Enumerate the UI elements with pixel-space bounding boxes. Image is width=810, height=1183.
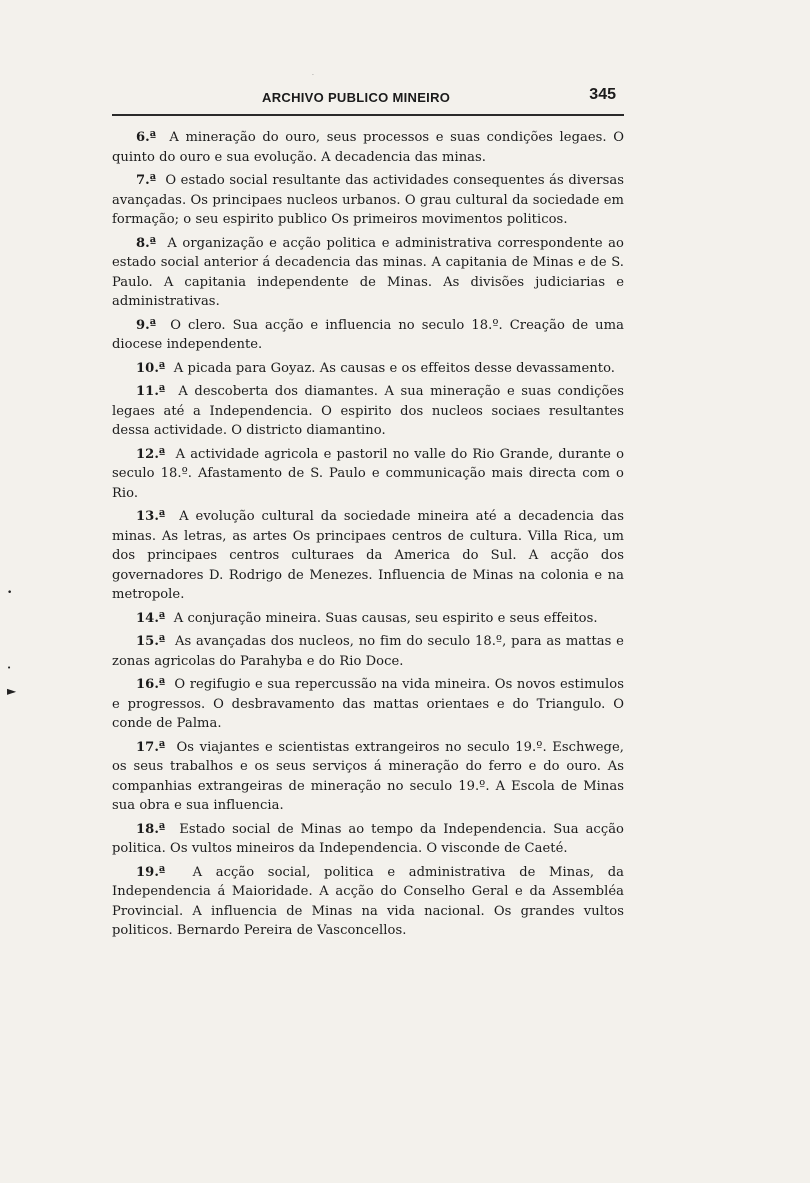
item-text: A picada para Goyaz. As causas e os effeitos desse devassamento. — [173, 360, 615, 376]
list-item — [112, 675, 624, 734]
item-text: A organização e acção politica e administrativa correspondente ao estado social anterior á decadencia das minas. A capitania de Minas e de S. Paulo. A capitania independente de Minas. As divisões judiciarias e administrativas. — [112, 235, 624, 309]
margin-arrow: ► — [7, 684, 17, 698]
item-number: 18.ª — [136, 821, 166, 837]
item-text: Estado social de Minas ao tempo da Independencia. Sua acção politica. Os vultos mineiros da Independencia. O visconde de Caeté. — [112, 821, 624, 856]
list-item — [112, 234, 624, 312]
item-text: A conjuração mineira. Suas causas, seu espirito e seus effeitos. — [173, 610, 598, 626]
document-body — [112, 128, 624, 945]
page-header — [112, 86, 624, 114]
list-item — [112, 316, 624, 355]
item-number: 17.ª — [136, 739, 166, 755]
item-text: O clero. Sua acção e influencia no seculo 18.º. Creação de uma diocese independente. — [112, 317, 624, 352]
item-number: 6.ª — [136, 130, 157, 145]
item-text: As avançadas dos nucleos, no fim do seculo 18.º, para as mattas e zonas agricolas do Parahyba e do Rio Doce. — [112, 634, 624, 669]
list-item — [112, 820, 624, 859]
list-item — [112, 863, 624, 941]
item-text: Os viajantes e scientistas extrangeiros no seculo 19.º. Eschwege, os seus trabalhos e os seus serviços á mineração do ferro e do ouro. As companhias extrangeiras de mineração no seculo 19.º. A Escola de Minas sua obra e sua influencia. — [112, 739, 624, 813]
item-number: 13.ª — [136, 509, 166, 524]
list-item — [112, 171, 624, 230]
header-rule — [112, 114, 624, 116]
item-number: 12.ª — [136, 446, 166, 462]
item-number: 11.ª — [136, 384, 166, 399]
running-title: ARCHIVO PUBLICO MINEIRO — [262, 90, 451, 105]
item-number: 14.ª — [136, 610, 166, 626]
item-text: A actividade agricola e pastoril no valle do Rio Grande, durante o seculo 18.º. Afastamento de S. Paulo e communicação mais directa com o Rio. — [112, 446, 624, 501]
list-item — [112, 609, 624, 629]
list-item — [112, 738, 624, 816]
item-text: A mineração do ouro, seus processos e suas condições legaes. O quinto do ouro e sua evolução. A decadencia das minas. — [112, 130, 624, 165]
item-number: 9.ª — [136, 317, 157, 333]
item-text: A evolução cultural da sociedade mineira até a decadencia das minas. As letras, as artes Os principaes centros de cultura. Villa Rica, um dos principaes centros culturaes da America do Sul. A acção dos governadores D. Rodrigo de Menezes. Influencia de Minas na colonia e na metropole. — [112, 509, 624, 602]
list-item — [112, 359, 624, 379]
scan-speck: · — [312, 72, 314, 79]
margin-dot: • — [7, 588, 13, 598]
item-number: 19.ª — [136, 864, 166, 880]
margin-dot: • — [7, 664, 12, 672]
item-text: A acção social, politica e administrativa de Minas, da Independencia á Maioridade. A acção do Conselho Geral e da Assembléa Provincial. A influencia de Minas na vida nacional. Os grandes vultos politicos. Bernardo Pereira de Vasconcellos. — [112, 864, 624, 938]
item-text: O estado social resultante das actividades consequentes ás diversas avançadas. Os principaes nucleos urbanos. O grau cultural da sociedade em formação; o seu espirito publico Os primeiros movimentos politicos. — [112, 173, 624, 227]
item-number: 10.ª — [136, 360, 166, 376]
item-number: 16.ª — [136, 677, 166, 692]
item-text: O regifugio e sua repercussão na vida mineira. Os novos estimulos e progressos. O desbravamento das mattas orientaes e do Triangulo. O conde de Palma. — [112, 677, 624, 731]
list-item — [112, 507, 624, 605]
list-item — [112, 128, 624, 167]
list-item — [112, 632, 624, 671]
item-number: 7.ª — [136, 173, 157, 188]
item-number: 8.ª — [136, 235, 157, 251]
list-item — [112, 382, 624, 441]
item-text: A descoberta dos diamantes. A sua mineração e suas condições legaes até a Independencia. O espirito dos nucleos sociaes resultantes dessa actividade. O districto diamantino. — [112, 384, 624, 438]
list-item — [112, 445, 624, 504]
item-number: 15.ª — [136, 634, 166, 649]
page-number: 345 — [589, 86, 616, 103]
